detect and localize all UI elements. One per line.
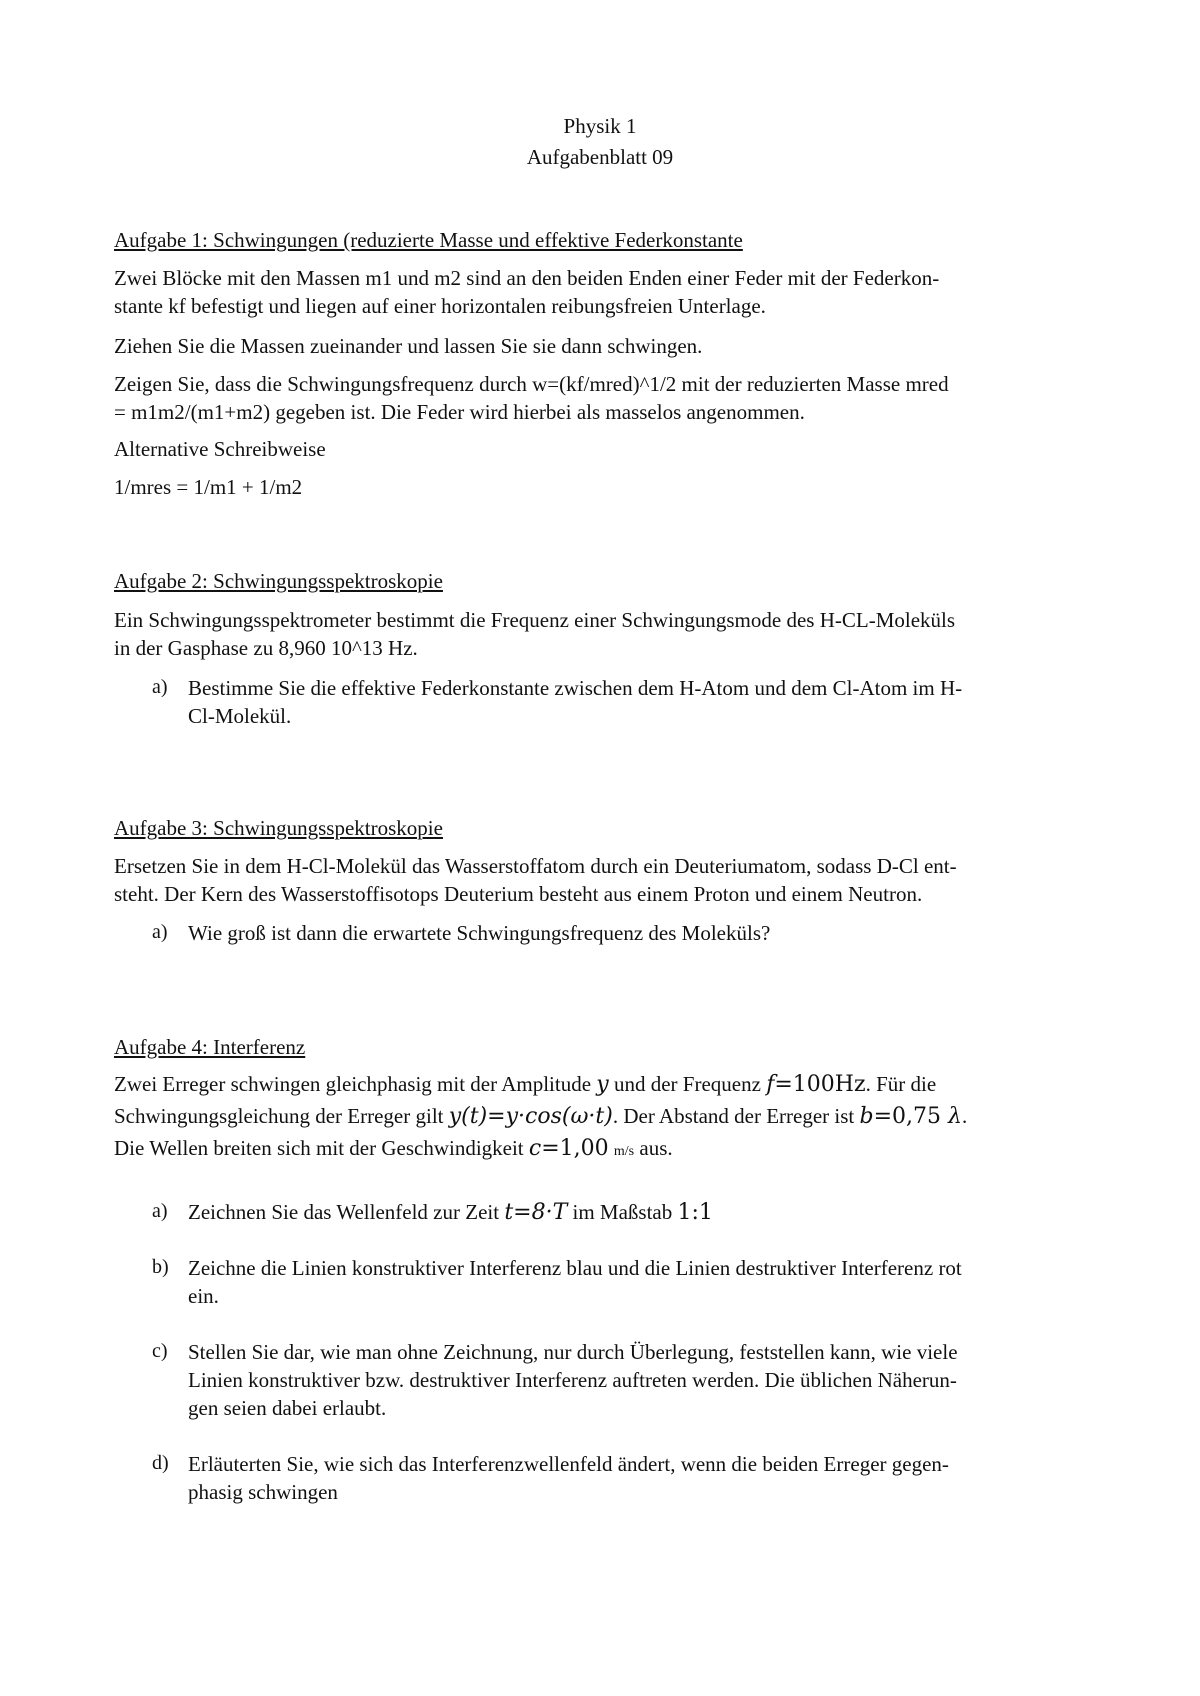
text: Zwei Erreger schwingen gleichphasig mit der Amplitude [114,1072,597,1096]
task4-item-d-line: phasig schwingen [188,1480,338,1504]
task1-line: Alternative Schreibweise [114,437,326,461]
task4-line-3 [114,1136,673,1161]
text: . Der Abstand der Erreger ist [612,1104,860,1128]
task3-title: Aufgabe 3: Schwingungsspektroskopie [114,816,443,840]
task1-line: Zwei Blöcke mit den Massen m1 und m2 sind an den beiden Enden einer Feder mit der Federkon- [114,266,940,290]
unit: Hz [834,1072,866,1097]
task4-item-c-mark: c) [152,1340,168,1362]
task4-item-d-mark: d) [152,1452,169,1474]
task4-item-c-line: Stellen Sie dar, wie man ohne Zeichnung, nur durch Überlegung, feststellen kann, wie viele [188,1340,958,1364]
task2-item-a-mark: a) [152,676,168,698]
task4-item-c-line: gen seien dabei erlaubt. [188,1396,387,1420]
task3-item-a-line: Wie groß ist dann die erwartete Schwingungsfrequenz des Moleküls? [188,921,771,945]
task1-title: Aufgabe 1: Schwingungen (reduzierte Masse und effektive Federkonstante [114,228,743,252]
task3-line: Ersetzen Sie in dem H-Cl-Molekül das Wasserstoffatom durch ein Deuteriumatom, sodass D-Cl ent- [114,854,957,878]
task1-line: Ziehen Sie die Massen zueinander und lassen Sie sie dann schwingen. [114,334,703,358]
task4-title: Aufgabe 4: Interferenz [114,1035,306,1059]
task2-title: Aufgabe 2: Schwingungsspektroskopie [114,569,443,593]
course-title: Physik 1 [563,114,637,138]
text: Die Wellen breiten sich mit der Geschwindigkeit [114,1136,529,1160]
text: im Maßstab [567,1200,678,1224]
task1-line: stante kf befestigt und liegen auf einer horizontalen reibungsfreien Unterlage. [114,294,766,318]
symbol-c: c [528,1136,542,1161]
unit: m/s [613,1144,635,1159]
task4-item-c-line: Linien konstruktiver bzw. destruktiver Interferenz auftreten werden. Die üblichen Näherun- [188,1368,957,1392]
task4-item-b-line: ein. [188,1284,219,1308]
text: . [961,1104,968,1128]
symbol-f: f [766,1072,775,1097]
task4-item-a-line [188,1200,713,1225]
task4-item-d-line: Erläuterten Sie, wie sich das Interferenzwellenfeld ändert, wenn die beiden Erreger gegen- [188,1452,949,1476]
symbol-b: b [859,1104,874,1129]
task2-item-a-line: Cl-Molekül. [188,704,292,728]
text: aus. [634,1136,673,1160]
text: und der Frequenz [608,1072,767,1096]
task3-item-a-mark: a) [152,921,168,943]
text: . Für die [865,1072,937,1096]
task2-line: in der Gasphase zu 8,960 10^13 Hz. [114,636,418,660]
task1-line: = m1m2/(m1+m2) gegeben ist. Die Feder wird hierbei als masselos angenommen. [114,400,805,424]
task4-item-b-mark: b) [152,1256,169,1278]
text: Zeichnen Sie das Wellenfeld zur Zeit [188,1200,505,1224]
task4-item-b-line: Zeichne die Linien konstruktiver Interferenz blau und die Linien destruktiver Interferenz rot [188,1256,962,1280]
task1-formula: 1/mres = 1/m1 + 1/m2 [114,475,303,499]
task4-line-2 [114,1104,967,1129]
symbol-lambda: λ [948,1104,962,1129]
task2-item-a-line: Bestimme Sie die effektive Federkonstante zwischen dem H-Atom und dem Cl-Atom im H- [188,676,963,700]
formula: y(t)=y·cos(ω·t) [448,1104,613,1129]
task2-line: Ein Schwingungsspektrometer bestimmt die Frequenz einer Schwingungsmode des H-CL-Moleküls [114,608,956,632]
scale: 1:1 [677,1200,713,1225]
text: Schwingungsgleichung der Erreger gilt [114,1104,449,1128]
task4-line-1 [114,1072,936,1097]
value: =1,00 [541,1136,609,1161]
sheet-title: Aufgabenblatt 09 [526,145,674,169]
task4-item-a-mark: a) [152,1200,168,1222]
task1-line: Zeigen Sie, dass die Schwingungsfrequenz durch w=(kf/mred)^1/2 mit der reduzierten Masse mred [114,372,949,396]
task3-line: steht. Der Kern des Wasserstoffisotops Deuterium besteht aus einem Proton und einem Neutron. [114,882,923,906]
formula: t=8·T [504,1200,568,1225]
symbol-y: y [596,1072,609,1097]
value: =0,75 [873,1104,949,1129]
value: =100 [774,1072,835,1097]
